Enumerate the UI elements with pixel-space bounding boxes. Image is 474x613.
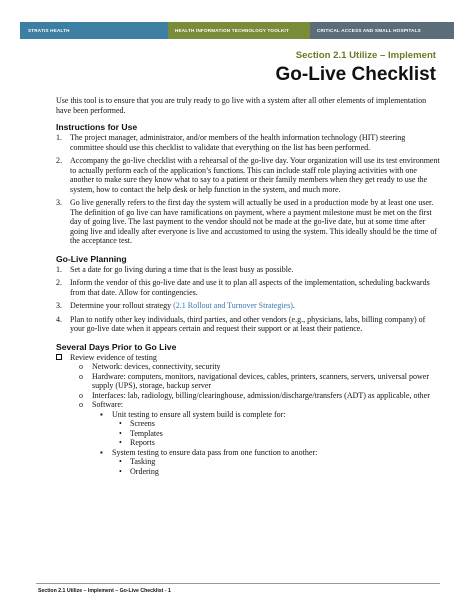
rollout-strategies-link[interactable]: (2.1 Rollout and Turnover Strategies) bbox=[173, 301, 293, 310]
header-audience: CRITICAL ACCESS AND SMALL HOSPITALS bbox=[310, 22, 454, 39]
list-item-text: Reports bbox=[130, 438, 155, 447]
checklist-item-text: Review evidence of testing bbox=[70, 352, 157, 362]
several-days-heading: Several Days Prior to Go Live bbox=[56, 341, 177, 352]
list-item-text: The project manager, administrator, and/or members of the health information technology (HIT) steering committee should use this checklist to validate that everything on the list has been performed. bbox=[70, 133, 406, 152]
list-item-text: Plan to notify other key individuals, third parties, and other vendors (e.g., physicians, labs, billing company) of your go-live date when it appears certain and request their support or at least their patience. bbox=[70, 314, 426, 333]
system-testing-sublist bbox=[112, 457, 440, 476]
circle-bullet-icon: o bbox=[79, 362, 83, 371]
list-number: 1. bbox=[56, 264, 62, 274]
list-item bbox=[56, 133, 440, 152]
list-item-text: Tasking bbox=[130, 457, 156, 466]
list-item bbox=[112, 419, 440, 429]
software-sublist bbox=[92, 410, 440, 477]
circle-bullet-icon: o bbox=[79, 371, 83, 381]
bullet-icon: • bbox=[119, 438, 122, 447]
list-item bbox=[56, 265, 440, 275]
circle-bullet-icon: o bbox=[79, 400, 83, 409]
header-toolkit: HEALTH INFORMATION TECHNOLOGY TOOLKIT bbox=[168, 22, 310, 39]
list-item bbox=[112, 457, 440, 467]
page-title: Go-Live Checklist bbox=[275, 64, 436, 85]
header-band bbox=[20, 22, 454, 39]
planning-heading: Go-Live Planning bbox=[56, 253, 127, 264]
bullet-icon: • bbox=[119, 419, 122, 428]
square-bullet-icon: ▪ bbox=[100, 447, 103, 457]
intro-paragraph: Use this tool is to ensure that you are truly ready to go live with a system after all other elements of implementation have been performed. bbox=[56, 96, 427, 115]
list-number: 4. bbox=[56, 314, 62, 324]
instructions-list bbox=[56, 133, 440, 246]
list-item bbox=[112, 438, 440, 448]
list-item-text: Inform the vendor of this go-live date and use it to plan all aspects of the implementation, scheduling backwards from that date. Allow for contingencies. bbox=[70, 278, 430, 297]
list-item-text: Accompany the go-live checklist with a rehearsal of the go-live day. Your organization will use its test environment to actually perform each of the application’s functions. This can include staff role playing activities with one another to make sure they know what to say to a patient or their family members when they get ready to use the system, how to contact the help desk or help function in the system, and much more. bbox=[70, 156, 440, 194]
list-item bbox=[56, 198, 440, 246]
section-title: Section 2.1 Utilize – Implement bbox=[295, 50, 436, 61]
list-item bbox=[92, 448, 440, 477]
list-item-text: Screens bbox=[130, 419, 155, 428]
list-item-text: Software: bbox=[92, 400, 124, 409]
bullet-icon: • bbox=[119, 457, 122, 466]
list-item bbox=[56, 362, 440, 372]
header-org: STRATIS HEALTH bbox=[20, 22, 168, 39]
list-item-text: Determine your rollout strategy bbox=[70, 301, 174, 310]
list-item bbox=[56, 372, 440, 391]
list-item bbox=[112, 467, 440, 477]
testing-sublist bbox=[56, 362, 440, 476]
list-item bbox=[56, 391, 440, 401]
bullet-icon: • bbox=[119, 466, 122, 476]
unit-testing-sublist bbox=[112, 419, 440, 448]
bullet-icon: • bbox=[119, 428, 122, 438]
list-item-text: Templates bbox=[130, 428, 163, 438]
square-bullet-icon: ▪ bbox=[100, 409, 103, 419]
footer-divider bbox=[36, 583, 440, 584]
checklist bbox=[56, 353, 440, 477]
list-item-text: Interfaces: lab, radiology, billing/clearinghouse, admission/discharge/transfers (ADT) as applicable, other bbox=[92, 390, 430, 400]
list-item-text: Ordering bbox=[130, 466, 159, 476]
instructions-heading: Instructions for Use bbox=[56, 122, 138, 132]
checklist-item bbox=[56, 353, 440, 477]
list-item-text: Unit testing to ensure all system build is complete for: bbox=[112, 409, 286, 419]
list-item bbox=[112, 429, 440, 439]
list-item-text-end: . bbox=[292, 301, 295, 310]
list-number: 2. bbox=[56, 156, 62, 165]
list-item-text: Set a date for go living during a time that is the least busy as possible. bbox=[70, 264, 294, 274]
list-item bbox=[56, 315, 440, 334]
circle-bullet-icon: o bbox=[79, 390, 83, 400]
list-item bbox=[56, 301, 440, 311]
list-item bbox=[56, 278, 440, 297]
list-item-text: Network: devices, connectivity, security bbox=[92, 362, 221, 371]
list-number: 3. bbox=[56, 301, 62, 310]
list-item bbox=[56, 400, 440, 476]
list-item-text: Go live generally refers to the first day the system will actually be used in a production mode by at least one user. The definition of go live can have ramifications on payment, where a payment milestone must be met on the first day of going live. The last payment to the vendor should not be made at the go-live date, but at some time after going live and ideally after everyone is live and accustomed to using the system. This ideally should be the time of the acceptance test. bbox=[70, 198, 438, 245]
list-number: 2. bbox=[56, 278, 62, 287]
checkbox-icon[interactable] bbox=[56, 354, 62, 360]
list-item bbox=[56, 156, 440, 194]
planning-list bbox=[56, 265, 440, 334]
list-number: 1. bbox=[56, 133, 62, 142]
document-body bbox=[56, 96, 440, 476]
list-item-text: System testing to ensure data pass from one function to another: bbox=[112, 447, 318, 457]
list-item bbox=[92, 410, 440, 448]
list-number: 3. bbox=[56, 198, 62, 207]
list-item-text: Hardware: computers, monitors, navigational devices, cables, printers, scanners, servers, universal power supply (UPS), storage, backup server bbox=[92, 371, 429, 390]
page-footer: Section 2.1 Utilize – Implement – Go-Live Checklist - 1 bbox=[38, 588, 171, 594]
